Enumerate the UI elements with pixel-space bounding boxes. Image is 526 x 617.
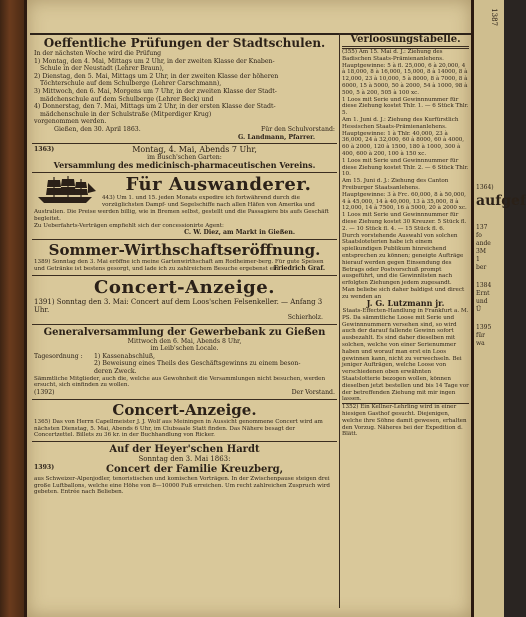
exam-line: Schule in der Neustadt (Lehrer Braun), bbox=[40, 65, 164, 73]
concert-title-1: Concert-Anzeige. bbox=[94, 277, 275, 299]
emigrant-agent-line: Zu Ueberfahrts-Verträgen empfiehlt sich der concessionirte Agent: bbox=[34, 222, 224, 229]
exam-intro: In der nächsten Woche wird die Prüfung bbox=[34, 50, 162, 57]
bank-assembly bbox=[32, 325, 337, 400]
lottery-p3-price: 1 Loos mit Serie und Gewinnnummer für diese Ziehung kostet 30 Kreuzer. 5 Stück fl. 2. — 10 Stück fl. 4. — 15 Stück fl. 6. bbox=[342, 212, 467, 232]
lottery-p4: Durch vorstehende Auswahl von solchen Staatsloteterien habe ich einem spielkundigen Publikum hinreichend entsprechen zu können; geneigte Aufträge hierauf werden gegen Einsendung des Betrags oder Postvorschuß prompt ausgeführt, und die Gewinnlisten nach erfolgten Ziehungen jedem zugesandt. bbox=[342, 232, 464, 287]
fragment: 1364) bbox=[476, 184, 494, 191]
hardt-number: 1393) bbox=[34, 463, 55, 471]
exam-notice bbox=[32, 34, 337, 144]
assembly-where: im Leib'schen Locale. bbox=[150, 345, 219, 353]
concert-text-2: 1365) Das von Herrn Capellmeister J. J. Wolf aus Meiningen in Aussicht genommene Concert wird am nächsten Dienstag, 5. Mai, Abends 6 Uhr, im Clubsaale Statt finden. Das Nähere besagt der Concertzettel. Billets zu 36 kr. in der Buchhandlung von Ricker. bbox=[34, 418, 323, 439]
fragment: für bbox=[476, 332, 485, 339]
fragment: 1395 bbox=[476, 324, 492, 331]
hardt-title2: Concert der Familie Kreuzberg, bbox=[106, 463, 284, 475]
hardt-concert bbox=[32, 442, 337, 498]
emigrant-title: Für Auswanderer. bbox=[125, 174, 312, 196]
exam-line: 1) Montag, den 4. Mai, Mittags um 2 Uhr, in der zweiten Klasse der Knaben- bbox=[34, 57, 275, 65]
hardt-date: Sonntag den 3. Mai 1863: bbox=[138, 455, 231, 464]
verein-title: Versammlung des medicinisch-pharmaceutischen Vereins. bbox=[53, 160, 316, 171]
ship-icon bbox=[34, 175, 98, 205]
exam-line: 3) Mittwoch, den 6. Mai, Morgens um 7 Uhr, in der zweiten Klasse der Stadt- bbox=[34, 87, 277, 95]
lottery-p3-prizes: Hauptgewinne: 3 à Frc. 60,000, 8 à 50,000, 4 à 45,000, 14 à 40,000, 13 à 35,000, 8 à 12,000, 14 à 7500, 16 à 5000, 20 à 2000 xc. bbox=[342, 191, 467, 212]
lottery-p1-prizes: Hauptgewinne: 5 à fl. 25,000, 6 à 20,000, 4 à 18,000, 8 à 16,000, 15,000, 8 à 14000, 8 à 12,000, 23 à 10,000, 5 à 8000, 8 à 7000, 8 à 6000, 15 à 5000, 50 à 2000, 54 à 1000, 98 à 500, 5 à 200, 505 à 100 xc. bbox=[342, 62, 468, 96]
verein-place: im Busch'schen Garten: bbox=[147, 153, 222, 161]
summer-text: 1389) Sonntag den 3. Mai eröffne ich meine Gartenwirthschaft am Rodheimer-berg. Für gute Speisen und Getränke ist bestens gesorgt, und lade ich zu zahlreichem Besuche ergebenst ein. bbox=[34, 258, 324, 272]
assembly-item: deren Zweck. bbox=[94, 368, 137, 376]
exam-line: 2) Dienstag, den 5. Mai, Mittags um 2 Uhr, in der zweiten Klasse der höheren bbox=[34, 72, 279, 80]
exam-line: 4) Donnerstag, den 7. Mai, Mittags um 2 Uhr, in der ersten Klasse der Stadt- bbox=[34, 103, 276, 111]
facing-page-fragments bbox=[476, 34, 526, 348]
assembly-order-label: Tagesordnung : bbox=[34, 352, 83, 360]
concert-title-2: Concert-Anzeige. bbox=[112, 400, 257, 419]
fragment: fo bbox=[476, 232, 482, 239]
lottery-p2-price: 1 Loos mit Serie und Gewinnnummer für diese Ziehung kostet Thlr. 2. — 6 Stück Thlr. 10. bbox=[342, 157, 469, 178]
lottery-p3: Am 15. Juni d. J.: Ziehung des Canton Freiburger Staatsanlehens. bbox=[342, 178, 449, 191]
assembly-item: 1) Kassenabschluß, bbox=[94, 352, 155, 360]
concert-ad-1 bbox=[32, 276, 337, 325]
assembly-number: (1392) bbox=[34, 389, 55, 397]
exam-line: Töchterschule auf dem Schulberge (Lehrer Carschmann), bbox=[40, 80, 222, 88]
assembly-sign: Der Vorstand. bbox=[291, 389, 335, 397]
exam-place: Gießen, den 30. April 1863. bbox=[54, 125, 141, 133]
page-number: 1387 bbox=[490, 8, 498, 26]
book-binding bbox=[0, 0, 24, 617]
lottery-p1: (355) Am 15. Mai d. J.: Ziehung des Badischen Staats-Prämienanlehens. bbox=[342, 49, 444, 62]
verein-date: Montag, 4. Mai, Abends 7 Uhr, bbox=[132, 145, 257, 155]
exam-line: vorgenommen werden. bbox=[34, 118, 107, 126]
verein-notice bbox=[32, 144, 337, 173]
exam-sign-name: G. Landmann, Pfarrer. bbox=[237, 133, 315, 141]
apprentice-ad: 1352) Ein Kellner-Lehrling wird in einer hiesigen Gasthof gesucht. Diejenigen, welche ihre Söhne damit gewesen, erhalten den Vorzug. Näheres bei der Expedition d. Blätt. bbox=[342, 403, 469, 438]
summer-sign: Friedrich Graf. bbox=[273, 265, 325, 273]
concert-text-1: 1391) Sonntag den 3. Mai: Concert auf dem Loos'schen Felsenkeller. — Anfang 3 Uhr. bbox=[34, 298, 323, 315]
left-column bbox=[32, 34, 337, 498]
lottery-firm-desc: Staats-Effecten-Handlung in Frankfurt a. M. bbox=[342, 308, 469, 315]
fragment-large: aufgef bbox=[476, 193, 526, 209]
concert-ad-2 bbox=[32, 400, 337, 442]
column-rule bbox=[339, 33, 340, 608]
fragment: Ernt bbox=[476, 290, 490, 297]
lottery-title: Verloosungstabelle. bbox=[342, 34, 469, 49]
lottery-firm: J. G. Lutzmann jr. bbox=[366, 298, 445, 309]
concert-sign-1: Schierholz. bbox=[287, 314, 323, 322]
right-column bbox=[342, 34, 469, 438]
hardt-title: Auf der Heyer'schen Hardt bbox=[109, 444, 260, 456]
fragment: 3M bbox=[476, 248, 486, 255]
notice-number: 1363) bbox=[34, 146, 55, 154]
emigrant-ad bbox=[32, 173, 337, 240]
assembly-item: 2) Beweisung eines Theils des Geschäftsgewinns zu einem beson- bbox=[94, 360, 301, 368]
lottery-p2-prizes: Hauptgewinne: 1 à Thlr. 40,000, 23 à 36,000, 24 à 32,000, 60 à 8000, 60 à 4000, 60 à 2000, 120 à 1500, 180 à 1000, 300 à 400, 600 à 200, 100 à 150 xc. bbox=[342, 130, 465, 157]
lottery-p2: Am 1. Juni d. J.: Ziehung des Kurfürstlich Hessischen Staats-Prämienanlehens. bbox=[342, 116, 459, 130]
fragment: Ü bbox=[476, 306, 482, 313]
summer-title: Sommer-Wirthschaftseröffnung. bbox=[48, 240, 321, 259]
exam-line: mädchenschule in der Schulstraße (Mitperdiger Krug) bbox=[40, 110, 212, 118]
emigrant-text: 443) Um 1. und 15. jeden Monats expedire ich fortwährend durch die vorzüglichsten Dampf- und Segelschiffe nach allen Häfen von Amerika und Australien. Die Preise werden billig, wie in Bremen selbst, gestellt und die Passagiere bis aufs Geschäft begleitet. bbox=[34, 195, 329, 222]
hardt-text: aus Schweizer-Alpenjodler, tenoristischen und komischen Vorträgen. In der Zwischenpause steigen drei große Luftballons, welche eine Höhe von 8—10000 Fuß erreichen. Um recht zahlreichen Zuspruch wird gebeten. Entrée nach Belieben. bbox=[34, 475, 330, 496]
assembly-when: Mittwoch den 6. Mai, Abends 8 Uhr, bbox=[127, 337, 242, 345]
fragment: 1384 bbox=[476, 282, 492, 289]
fragment: ber bbox=[476, 264, 487, 271]
lottery-p1-price: 1 Loos mit Serie und Gewinnnummer für diese Ziehung kostet Thlr. 1. — 6 Stück Thlr. 5. bbox=[342, 96, 469, 117]
assembly-text: Sämmtliche Mitglieder, auch die, welche aus Gewohnheit die Versammlungen nicht besuchen, werden ersucht, sich einfinden zu wollen. bbox=[34, 375, 326, 389]
lottery-p4b: Man beliebe sich daher baldigst und direct zu wenden an bbox=[342, 286, 465, 300]
fragment: 1 bbox=[476, 256, 480, 263]
assembly-title: Generalversammlung der Gewerbebank zu Gießen bbox=[43, 326, 326, 338]
exam-sign-role: Für den Schulvorstand: bbox=[261, 125, 335, 133]
exam-line: mädchenschule auf dem Schulberge (Lehrer Beck) und bbox=[40, 95, 214, 103]
exam-title: Oeffentliche Prüfungen der Stadtschulen. bbox=[43, 36, 326, 50]
summer-ad bbox=[32, 240, 337, 276]
fragment: 137 bbox=[476, 224, 488, 231]
fragment: ande bbox=[476, 240, 491, 247]
emigrant-agent: C. W. Diez, am Markt in Gießen. bbox=[184, 229, 295, 237]
fragment: wa bbox=[476, 340, 485, 347]
fragment: und bbox=[476, 298, 488, 305]
lottery-ps: PS. Da sämmtliche Loose mit Serie und Gewinnnummern versehen sind, so wird auch der darauf fallende Gewinn sofort ausbezahlt. Es sind daher dieselben mit solchen, welche von einer Serienummer haben und worauf man erst ein Loos gewinnen kann, nicht zu verwechseln. Bei jeniger Aufträgen, welche Loose von verschiedenen oben erwähnten Staatslotterie bezogen wollen, können dieselben jetzt bestellen und bis 14 Tage vor der betreffenden Ziehung mit mir ingen lassen. bbox=[342, 314, 469, 403]
